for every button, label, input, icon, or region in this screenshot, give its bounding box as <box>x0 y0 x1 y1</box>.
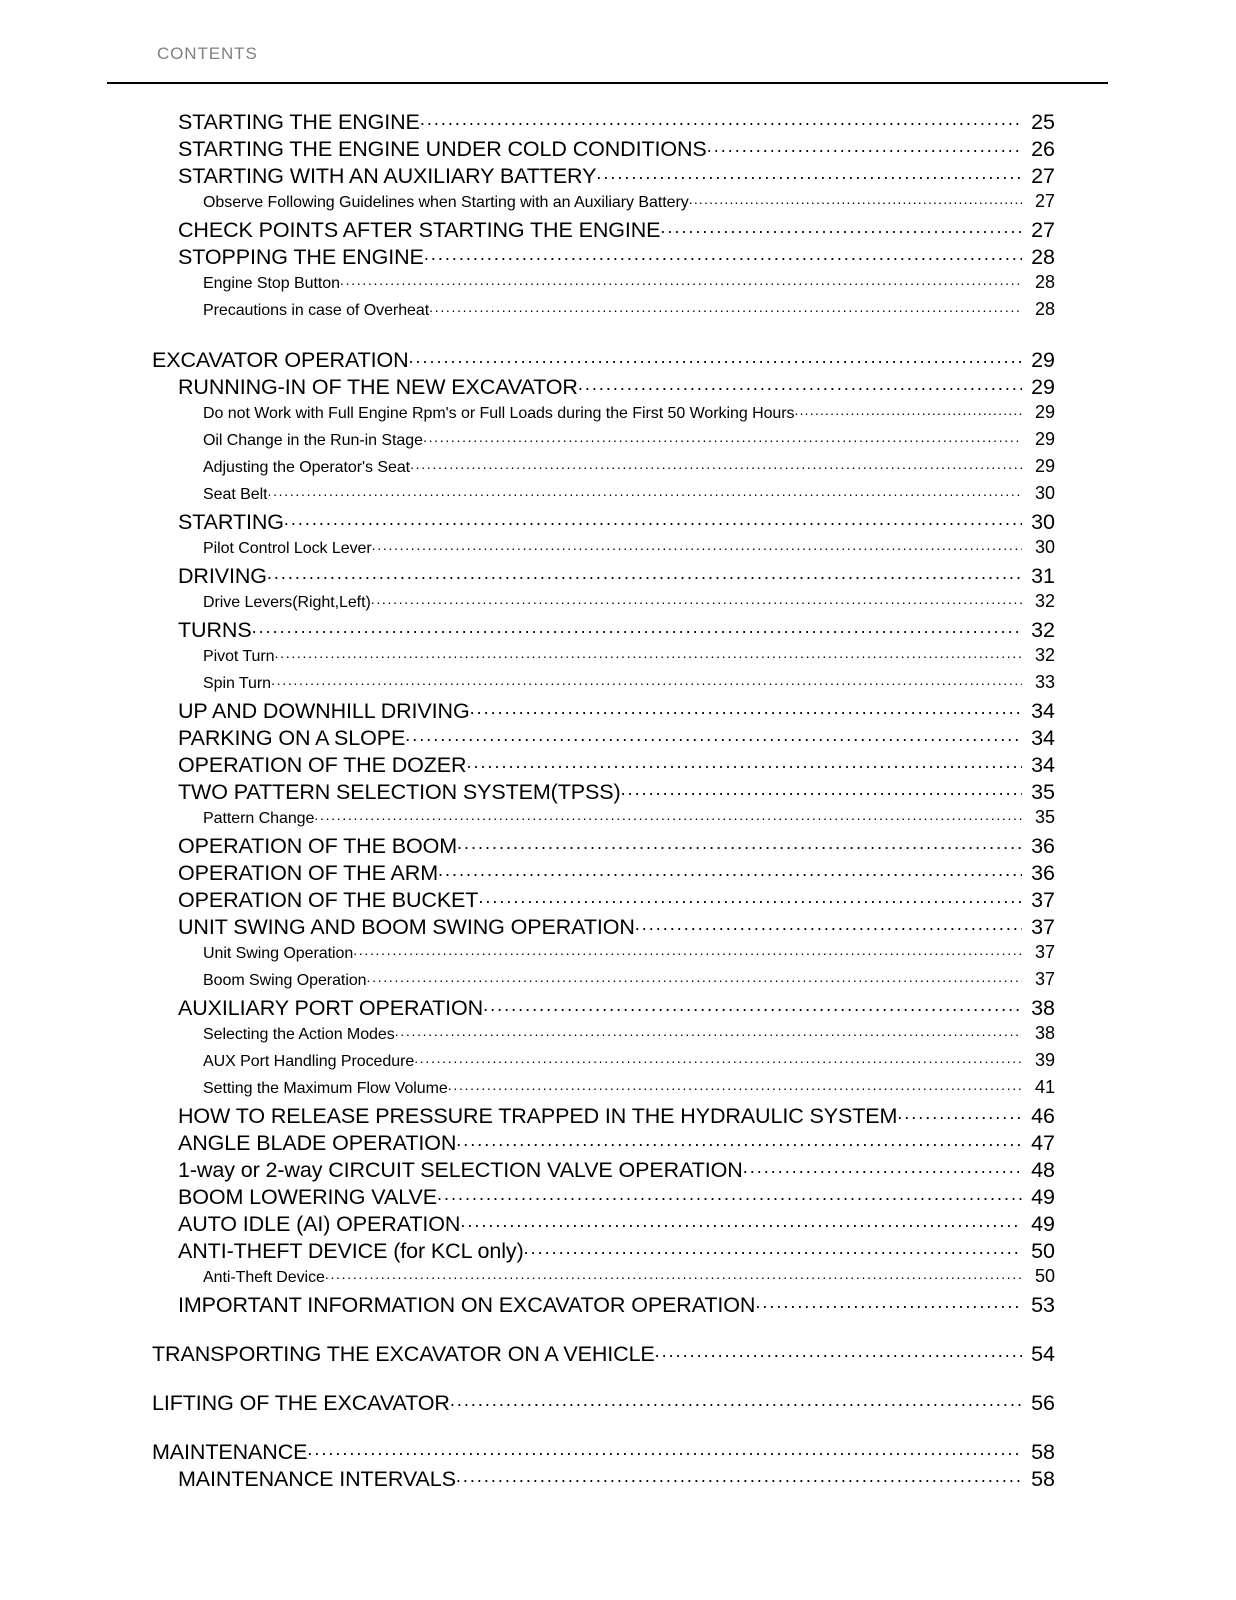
toc-dot-leader <box>438 864 1022 880</box>
toc-entry[interactable] <box>0 1293 1236 1320</box>
toc-entry-title: Unit Swing Operation <box>203 945 354 962</box>
toc-entry-title: OPERATION OF THE DOZER <box>178 753 467 777</box>
toc-entry[interactable] <box>0 164 1236 191</box>
toc-entry[interactable] <box>0 1212 1236 1239</box>
toc-entry-title: ANTI-THEFT DEVICE (for KCL only) <box>178 1239 524 1263</box>
toc-dot-leader <box>409 351 1022 367</box>
toc-entry-title: ANGLE BLADE OPERATION <box>178 1131 457 1155</box>
toc-entry-page-number: 50 <box>1031 1239 1055 1263</box>
toc-entry-page-number: 29 <box>1031 348 1055 372</box>
toc-entry[interactable] <box>0 1467 1236 1494</box>
toc-dot-leader <box>284 513 1022 529</box>
toc-entry-title: Engine Stop Button <box>203 275 340 292</box>
toc-entry-title: Precautions in case of Overheat <box>203 302 430 319</box>
toc-entry-title: Pattern Change <box>203 810 315 827</box>
toc-entry[interactable] <box>0 218 1236 245</box>
toc-dot-leader <box>423 429 1022 445</box>
toc-entry-title: CHECK POINTS AFTER STARTING THE ENGINE <box>178 218 661 242</box>
toc-entry-title: Seat Belt <box>203 486 268 503</box>
toc-dot-leader <box>371 591 1022 607</box>
toc-entry-page-number: 26 <box>1031 137 1055 161</box>
toc-entry-page-number: 30 <box>1034 483 1055 503</box>
toc-entry-title: BOOM LOWERING VALVE <box>178 1185 437 1209</box>
toc-dot-leader <box>271 672 1022 688</box>
toc-dot-leader <box>314 807 1022 823</box>
toc-dot-leader <box>267 483 1022 499</box>
toc-entry-title: TWO PATTERN SELECTION SYSTEM(TPSS) <box>178 780 621 804</box>
toc-dot-leader <box>483 999 1022 1015</box>
toc-entry-title: STARTING <box>178 510 284 534</box>
toc-entry-page-number: 33 <box>1034 672 1055 692</box>
toc-entry[interactable] <box>0 1266 1236 1293</box>
toc-entry[interactable] <box>0 672 1236 699</box>
toc-dot-leader <box>395 1023 1022 1039</box>
toc-dot-leader <box>424 248 1022 264</box>
toc-dot-leader <box>429 299 1022 315</box>
toc-entry-title: Selecting the Action Modes <box>203 1026 395 1043</box>
toc-entry-page-number: 37 <box>1034 969 1055 989</box>
toc-dot-leader <box>621 783 1022 799</box>
page-header-label: CONTENTS <box>157 44 258 63</box>
toc-entry-title: Drive Levers(Right,Left) <box>203 594 371 611</box>
toc-dot-leader <box>448 1077 1022 1093</box>
toc-entry-title: UP AND DOWNHILL DRIVING <box>178 699 470 723</box>
toc-entry-page-number: 37 <box>1031 888 1055 912</box>
toc-dot-leader <box>414 1050 1022 1066</box>
toc-entry[interactable] <box>0 483 1236 510</box>
table-of-contents <box>0 110 1236 1494</box>
toc-entry-page-number: 54 <box>1031 1342 1055 1366</box>
toc-entry[interactable] <box>0 807 1236 834</box>
toc-entry-title: TRANSPORTING THE EXCAVATOR ON A VEHICLE <box>152 1342 655 1366</box>
toc-entry[interactable] <box>0 969 1236 996</box>
toc-dot-leader <box>596 167 1022 183</box>
toc-dot-leader <box>457 837 1022 853</box>
toc-dot-leader <box>795 402 1023 418</box>
toc-entry[interactable] <box>0 429 1236 456</box>
toc-entry-page-number: 31 <box>1031 564 1055 588</box>
toc-entry[interactable] <box>0 996 1236 1023</box>
toc-entry-page-number: 27 <box>1034 191 1055 211</box>
toc-dot-leader <box>660 221 1022 237</box>
toc-entry-title: STARTING WITH AN AUXILIARY BATTERY <box>178 164 597 188</box>
toc-entry-title: Adjusting the Operator's Seat <box>203 459 411 476</box>
toc-entry-title: RUNNING-IN OF THE NEW EXCAVATOR <box>178 375 578 399</box>
toc-entry-page-number: 32 <box>1034 645 1055 665</box>
toc-dot-leader <box>450 1394 1022 1410</box>
toc-entry[interactable] <box>0 861 1236 888</box>
toc-entry-title: Boom Swing Operation <box>203 972 367 989</box>
toc-entry-title: EXCAVATOR OPERATION <box>152 348 409 372</box>
toc-entry-page-number: 34 <box>1031 726 1055 750</box>
toc-entry-page-number: 36 <box>1031 861 1055 885</box>
toc-entry-page-number: 29 <box>1034 456 1055 476</box>
toc-dot-leader <box>755 1296 1022 1312</box>
toc-dot-leader <box>372 537 1022 553</box>
toc-entry-page-number: 58 <box>1031 1440 1055 1464</box>
toc-entry-title: HOW TO RELEASE PRESSURE TRAPPED IN THE HYDRAULIC SYSTEM <box>178 1104 898 1128</box>
toc-entry[interactable] <box>0 726 1236 753</box>
toc-entry[interactable] <box>0 272 1236 299</box>
toc-entry-page-number: 34 <box>1031 753 1055 777</box>
toc-dot-leader <box>466 756 1022 772</box>
toc-entry[interactable] <box>0 1077 1236 1104</box>
toc-entry[interactable] <box>0 510 1236 537</box>
toc-entry-page-number: 30 <box>1034 537 1055 557</box>
toc-entry-title: STOPPING THE ENGINE <box>178 245 424 269</box>
toc-entry[interactable] <box>0 1023 1236 1050</box>
toc-entry[interactable] <box>0 348 1236 375</box>
toc-dot-leader <box>743 1161 1022 1177</box>
toc-dot-leader <box>524 1242 1022 1258</box>
toc-dot-leader <box>275 645 1022 661</box>
toc-entry-page-number: 37 <box>1034 942 1055 962</box>
toc-dot-leader <box>252 621 1022 637</box>
toc-entry-title: Anti-Theft Device <box>203 1269 325 1286</box>
toc-entry-page-number: 35 <box>1031 780 1055 804</box>
toc-entry[interactable] <box>0 1185 1236 1212</box>
toc-entry-title: AUTO IDLE (AI) OPERATION <box>178 1212 461 1236</box>
toc-entry-page-number: 37 <box>1031 915 1055 939</box>
toc-entry[interactable] <box>0 402 1236 429</box>
toc-dot-leader <box>367 969 1022 985</box>
toc-entry-page-number: 27 <box>1031 164 1055 188</box>
toc-entry-page-number: 53 <box>1031 1293 1055 1317</box>
toc-entry-title: Pivot Turn <box>203 648 275 665</box>
toc-entry[interactable] <box>0 753 1236 780</box>
toc-entry-page-number: 39 <box>1034 1050 1055 1070</box>
toc-dot-leader <box>267 567 1022 583</box>
toc-entry-title: IMPORTANT INFORMATION ON EXCAVATOR OPERATION <box>178 1293 756 1317</box>
toc-dot-leader <box>456 1134 1022 1150</box>
toc-dot-leader <box>689 191 1022 207</box>
toc-dot-leader <box>460 1215 1022 1231</box>
toc-dot-leader <box>478 891 1022 907</box>
toc-dot-leader <box>897 1107 1022 1123</box>
toc-entry-page-number: 34 <box>1031 699 1055 723</box>
toc-entry-title: PARKING ON A SLOPE <box>178 726 406 750</box>
toc-entry-page-number: 36 <box>1031 834 1055 858</box>
toc-entry-title: Pilot Control Lock Lever <box>203 540 372 557</box>
toc-dot-leader <box>655 1345 1022 1361</box>
toc-entry-title: STARTING THE ENGINE <box>178 110 420 134</box>
toc-entry-title: STARTING THE ENGINE UNDER COLD CONDITIONS <box>178 137 707 161</box>
toc-entry[interactable] <box>0 888 1236 915</box>
toc-entry-title: UNIT SWING AND BOOM SWING OPERATION <box>178 915 635 939</box>
toc-entry-page-number: 41 <box>1034 1077 1055 1097</box>
toc-entry-page-number: 46 <box>1031 1104 1055 1128</box>
toc-entry[interactable] <box>0 1131 1236 1158</box>
header-divider <box>107 82 1108 84</box>
toc-entry[interactable] <box>0 780 1236 807</box>
toc-entry[interactable] <box>0 1104 1236 1131</box>
toc-dot-leader <box>707 140 1022 156</box>
toc-dot-leader <box>307 1443 1022 1459</box>
toc-entry-title: AUXILIARY PORT OPERATION <box>178 996 484 1020</box>
toc-entry[interactable] <box>0 456 1236 483</box>
toc-entry[interactable] <box>0 645 1236 672</box>
toc-entry[interactable] <box>0 1158 1236 1185</box>
toc-entry-page-number: 38 <box>1031 996 1055 1020</box>
toc-entry-page-number: 56 <box>1031 1391 1055 1415</box>
toc-entry-title: Setting the Maximum Flow Volume <box>203 1080 448 1097</box>
toc-entry[interactable] <box>0 299 1236 326</box>
toc-entry-page-number: 50 <box>1034 1266 1055 1286</box>
toc-entry[interactable] <box>0 1050 1236 1077</box>
toc-entry[interactable] <box>0 191 1236 218</box>
toc-entry[interactable] <box>0 942 1236 969</box>
toc-entry-page-number: 25 <box>1031 110 1055 134</box>
toc-entry-title: Do not Work with Full Engine Rpm's or Full Loads during the First 50 Working Hours <box>203 405 795 422</box>
toc-entry[interactable] <box>0 564 1236 591</box>
toc-entry-title: Spin Turn <box>203 675 272 692</box>
toc-entry-page-number: 29 <box>1031 375 1055 399</box>
toc-entry[interactable] <box>0 245 1236 272</box>
toc-entry[interactable] <box>0 1440 1236 1467</box>
toc-entry-page-number: 28 <box>1034 299 1055 319</box>
toc-entry-title: DRIVING <box>178 564 267 588</box>
toc-entry[interactable] <box>0 915 1236 942</box>
toc-entry-title: MAINTENANCE INTERVALS <box>178 1467 456 1491</box>
toc-entry-page-number: 30 <box>1031 510 1055 534</box>
toc-entry[interactable] <box>0 110 1236 137</box>
toc-entry-page-number: 29 <box>1034 429 1055 449</box>
toc-dot-leader <box>410 456 1022 472</box>
toc-entry-title: 1-way or 2-way CIRCUIT SELECTION VALVE OPERATION <box>178 1158 743 1182</box>
toc-entry-page-number: 35 <box>1034 807 1055 827</box>
toc-entry-page-number: 29 <box>1034 402 1055 422</box>
toc-entry-page-number: 47 <box>1031 1131 1055 1155</box>
toc-entry-page-number: 32 <box>1031 618 1055 642</box>
toc-entry-page-number: 28 <box>1031 245 1055 269</box>
toc-dot-leader <box>635 918 1022 934</box>
toc-dot-leader <box>325 1266 1022 1282</box>
toc-entry-page-number: 49 <box>1031 1185 1055 1209</box>
toc-dot-leader <box>353 942 1022 958</box>
toc-entry-title: Oil Change in the Run-in Stage <box>203 432 423 449</box>
toc-dot-leader <box>470 702 1022 718</box>
toc-entry-page-number: 28 <box>1034 272 1055 292</box>
toc-entry-title: OPERATION OF THE ARM <box>178 861 439 885</box>
toc-entry[interactable] <box>0 1342 1236 1369</box>
toc-entry[interactable] <box>0 699 1236 726</box>
toc-entry[interactable] <box>0 375 1236 402</box>
toc-entry-title: Observe Following Guidelines when Starting with an Auxiliary Battery <box>203 194 689 211</box>
toc-entry-page-number: 48 <box>1031 1158 1055 1182</box>
toc-entry-page-number: 49 <box>1031 1212 1055 1236</box>
toc-dot-leader <box>456 1470 1022 1486</box>
toc-entry-title: MAINTENANCE <box>152 1440 308 1464</box>
toc-entry-page-number: 27 <box>1031 218 1055 242</box>
toc-dot-leader <box>420 113 1022 129</box>
toc-entry[interactable] <box>0 137 1236 164</box>
toc-entry[interactable] <box>0 618 1236 645</box>
toc-entry[interactable] <box>0 834 1236 861</box>
toc-entry-title: LIFTING OF THE EXCAVATOR <box>152 1391 450 1415</box>
toc-dot-leader <box>578 378 1022 394</box>
toc-entry[interactable] <box>0 591 1236 618</box>
toc-entry[interactable] <box>0 1239 1236 1266</box>
toc-dot-leader <box>405 729 1022 745</box>
toc-entry-title: OPERATION OF THE BUCKET <box>178 888 479 912</box>
toc-entry-page-number: 32 <box>1034 591 1055 611</box>
toc-entry[interactable] <box>0 537 1236 564</box>
toc-entry-title: OPERATION OF THE BOOM <box>178 834 458 858</box>
toc-entry-page-number: 38 <box>1034 1023 1055 1043</box>
toc-entry[interactable] <box>0 1391 1236 1418</box>
toc-dot-leader <box>340 272 1022 288</box>
toc-entry-title: AUX Port Handling Procedure <box>203 1053 415 1070</box>
toc-dot-leader <box>437 1188 1022 1204</box>
toc-entry-page-number: 58 <box>1031 1467 1055 1491</box>
toc-entry-title: TURNS <box>178 618 252 642</box>
